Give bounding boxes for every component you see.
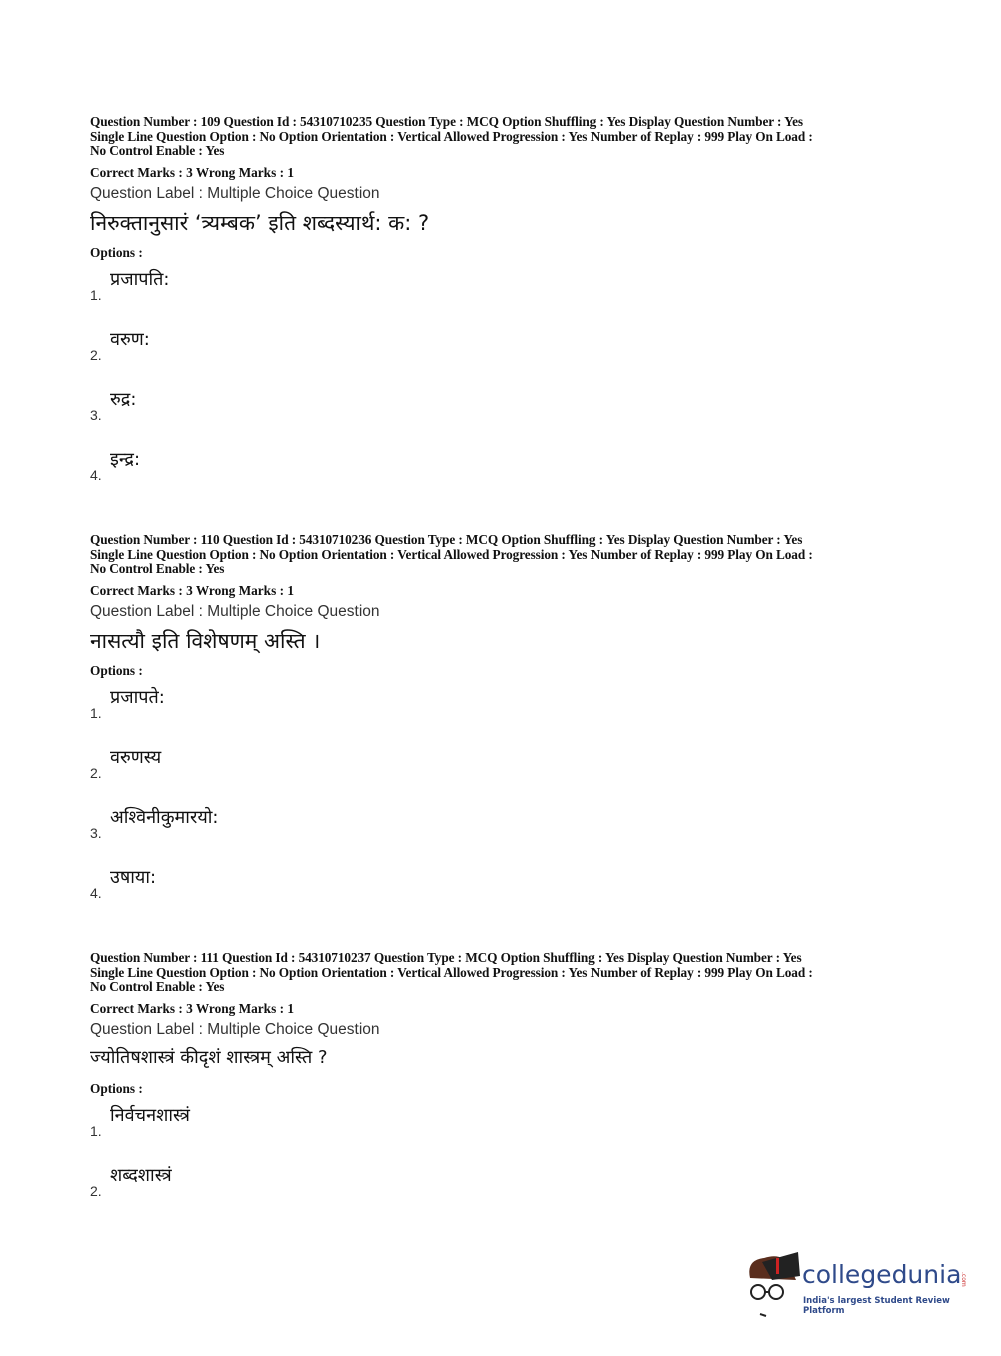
option-item: [90, 261, 920, 321]
option-text: उषाया:: [110, 866, 157, 888]
question-block: [90, 951, 920, 1217]
option-number: 2.: [90, 764, 102, 781]
collegedunia-logo: [742, 1250, 972, 1320]
meta-line: Single Line Question Option : No Option Orientation : Vertical Allowed Progression : Yes Number of Replay : 999 Play On Load :: [90, 546, 813, 562]
question-meta: [90, 115, 920, 159]
option-text: रुद्र:: [110, 388, 137, 410]
option-text: निर्वचनशास्त्रं: [110, 1104, 190, 1126]
option-text: प्रजापति:: [110, 268, 170, 290]
option-item: [90, 441, 920, 501]
option-item: [90, 1097, 920, 1157]
mascot-icon: [742, 1250, 800, 1320]
option-number: 4.: [90, 884, 102, 901]
option-number: 1.: [90, 1122, 102, 1139]
question-label: Question Label : Multiple Choice Question: [90, 602, 380, 620]
question-label: Question Label : Multiple Choice Question: [90, 1020, 380, 1038]
option-number: 3.: [90, 824, 102, 841]
option-number: 1.: [90, 286, 102, 303]
question-block: [90, 115, 920, 501]
marks: Correct Marks : 3 Wrong Marks : 1: [90, 582, 294, 598]
option-number: 2.: [90, 346, 102, 363]
meta-line: No Control Enable : Yes: [90, 979, 225, 994]
option-item: [90, 381, 920, 441]
option-number: 1.: [90, 704, 102, 721]
meta-line: Single Line Question Option : No Option Orientation : Vertical Allowed Progression : Yes Number of Replay : 999 Play On Load :: [90, 964, 813, 980]
question-meta: [90, 951, 920, 995]
meta-line: Single Line Question Option : No Option Orientation : Vertical Allowed Progression : Yes Number of Replay : 999 Play On Load :: [90, 128, 813, 144]
option-text: प्रजापते:: [110, 686, 165, 708]
options-heading: Options :: [90, 244, 143, 260]
question-text: नासत्यौ इति विशेषणम् अस्ति ।: [90, 628, 321, 653]
options-heading: Options :: [90, 662, 143, 678]
meta-line: No Control Enable : Yes: [90, 561, 225, 576]
option-text: वरुणस्य: [110, 746, 162, 768]
option-text: शब्दशास्त्रं: [110, 1164, 172, 1186]
option-number: 3.: [90, 406, 102, 423]
option-text: वरुण:: [110, 328, 150, 350]
meta-line: Question Number : 111 Question Id : 54310710237 Question Type : MCQ Option Shuffling : Yes Display Question Number : Yes: [90, 950, 802, 965]
option-item: [90, 679, 920, 739]
question-meta: [90, 533, 920, 577]
option-item: [90, 859, 920, 919]
options-heading: Options :: [90, 1080, 143, 1096]
meta-line: No Control Enable : Yes: [90, 143, 225, 158]
option-number: 2.: [90, 1182, 102, 1199]
option-item: [90, 739, 920, 799]
option-item: [90, 1157, 920, 1217]
marks: Correct Marks : 3 Wrong Marks : 1: [90, 164, 294, 180]
question-block: [90, 533, 920, 919]
question-text: ज्योतिषशास्त्रं कीदृशं शास्त्रम् अस्ति ?: [90, 1046, 328, 1068]
question-text: निरुक्तानुसारं ‘त्र्यम्बक’ इति शब्दस्यार्थ: क: ?: [90, 210, 430, 235]
option-number: 4.: [90, 466, 102, 483]
logo-brand: collegedunia: [802, 1260, 962, 1289]
question-label: Question Label : Multiple Choice Question: [90, 184, 380, 202]
logo-tagline: India's largest Student Review Platform: [803, 1296, 950, 1316]
meta-line: Question Number : 109 Question Id : 54310710235 Question Type : MCQ Option Shuffling : Yes Display Question Number : Yes: [90, 114, 803, 129]
option-item: [90, 321, 920, 381]
option-text: अश्विनीकुमारयो:: [110, 806, 219, 828]
option-text: इन्द्र:: [110, 448, 141, 470]
option-item: [90, 799, 920, 859]
logo-suffix: .com: [960, 1272, 967, 1287]
meta-line: Question Number : 110 Question Id : 54310710236 Question Type : MCQ Option Shuffling : Yes Display Question Number : Yes: [90, 532, 803, 547]
marks: Correct Marks : 3 Wrong Marks : 1: [90, 1000, 294, 1016]
